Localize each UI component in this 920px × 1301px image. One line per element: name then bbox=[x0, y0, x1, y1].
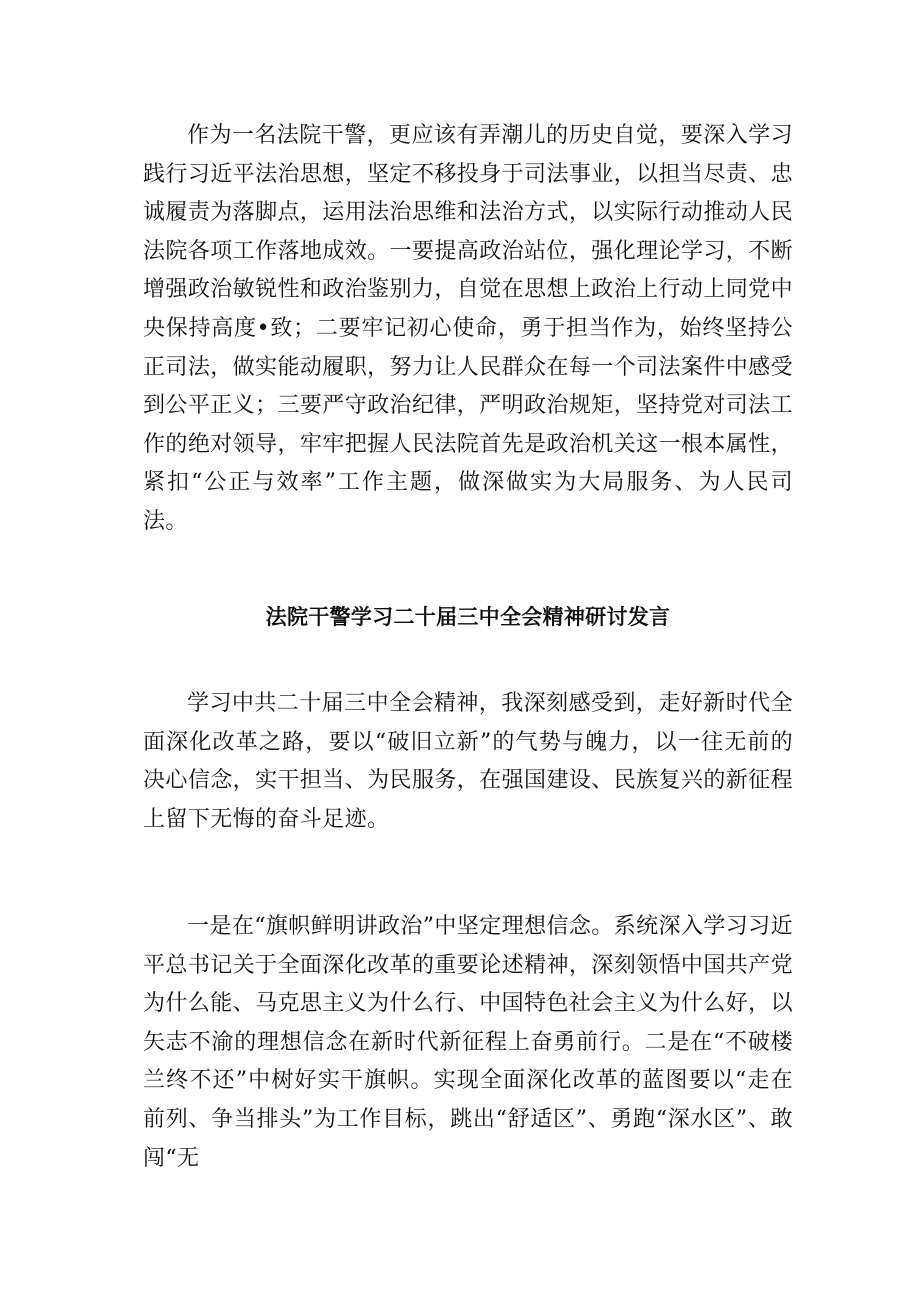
body-paragraph-3: 一是在“旗帜鲜明讲政治”中坚定理想信念。系统深入学习习近平总书记关于全面深化改革的重要论述精神，深刻领悟中国共产党为什么能、马克思主义为什么行、中国特色社会主义为什么好，以矢志不渝的理想信念在新时代新征程上奋勇前行。二是在“不破楼兰终不还”中树好实干旗帜。实现全面深化改革的蓝图要以“走在前列、争当排头”为工作目标，跳出“舒适区”、勇跑“深水区”、敢闯“无 bbox=[143, 914, 793, 1171]
body-paragraph-1: 作为一名法院干警，更应该有弄潮儿的历史自觉，要深入学习践行习近平法治思想，坚定不移投身于司法事业，以担当尽责、忠诚履责为落脚点，运用法治思维和法治方式，以实际行动推动人民法院各项工作落地成效。一要提高政治站位，强化理论学习，不断增强政治敏锐性和政治鉴别力，自觉在思想上政治上行动上同党中央保持高度•致；二要牢记初心使命，勇于担当作为，始终坚持公正司法，做实能动履职，努力让人民群众在每一个司法案件中感受到公平正义；三要严守政治纪律，严明政治规矩，坚持党对司法工作的绝对领导，牢牢把握人民法院首先是政治机关这一根本属性，紧扣“公正与效率”工作主题，做深做实为大局服务、为人民司法。 bbox=[143, 123, 793, 534]
section-title: 法院干警学习二十届三中全会精神研讨发言 bbox=[265, 604, 671, 629]
body-paragraph-2: 学习中共二十届三中全会精神，我深刻感受到，走好新时代全面深化改革之路，要以“破旧立新”的气势与魄力，以一往无前的决心信念，实干担当、为民服务，在强国建设、民族复兴的新征程上留下无悔的奋斗足迹。 bbox=[143, 691, 793, 832]
